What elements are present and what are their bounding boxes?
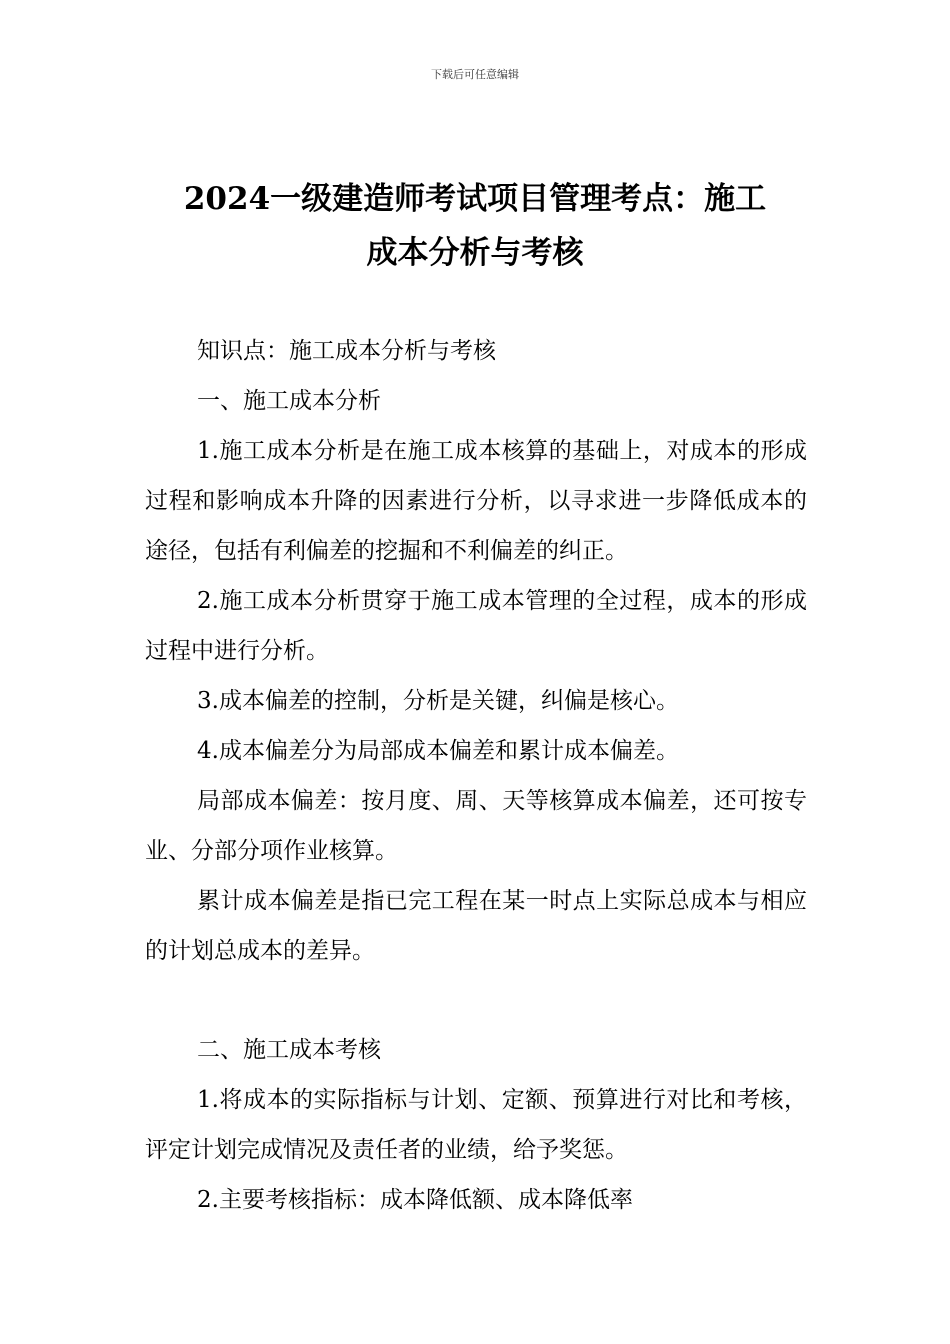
paragraph: 3.成本偏差的控制，分析是关键，纠偏是核心。 bbox=[197, 688, 679, 714]
document-body bbox=[145, 326, 807, 1225]
paragraph: 2.施工成本分析贯穿于施工成本管理的全过程，成本的形成过程中进行分析。 bbox=[145, 588, 807, 664]
blank-line bbox=[145, 976, 807, 1025]
paragraph: 局部成本偏差：按月度、周、天等核算成本偏差，还可按专业、分部分项作业核算。 bbox=[145, 788, 807, 864]
document-title bbox=[140, 172, 810, 280]
header-note: 下载后可任意编辑 bbox=[431, 68, 519, 81]
paragraph: 1.将成本的实际指标与计划、定额、预算进行对比和考核，评定计划完成情况及责任者的业绩，给予奖惩。 bbox=[145, 1087, 807, 1163]
title-line-2: 成本分析与考核 bbox=[366, 235, 584, 271]
paragraph: 1.施工成本分析是在施工成本核算的基础上，对成本的形成过程和影响成本升降的因素进行分析，以寻求进一步降低成本的途径，包括有利偏差的挖掘和不利偏差的纠正。 bbox=[145, 438, 807, 564]
section-heading-analysis: 一、施工成本分析 bbox=[197, 388, 381, 414]
title-line-1: 2024一级建造师考试项目管理考点：施工 bbox=[183, 181, 767, 217]
paragraph: 累计成本偏差是指已完工程在某一时点上实际总成本与相应的计划总成本的差异。 bbox=[145, 888, 807, 964]
paragraph: 2.主要考核指标：成本降低额、成本降低率 bbox=[197, 1187, 633, 1213]
section-heading-assessment: 二、施工成本考核 bbox=[197, 1037, 381, 1063]
paragraph: 4.成本偏差分为局部成本偏差和累计成本偏差。 bbox=[197, 738, 679, 764]
knowledge-point-label: 知识点：施工成本分析与考核 bbox=[197, 338, 496, 364]
